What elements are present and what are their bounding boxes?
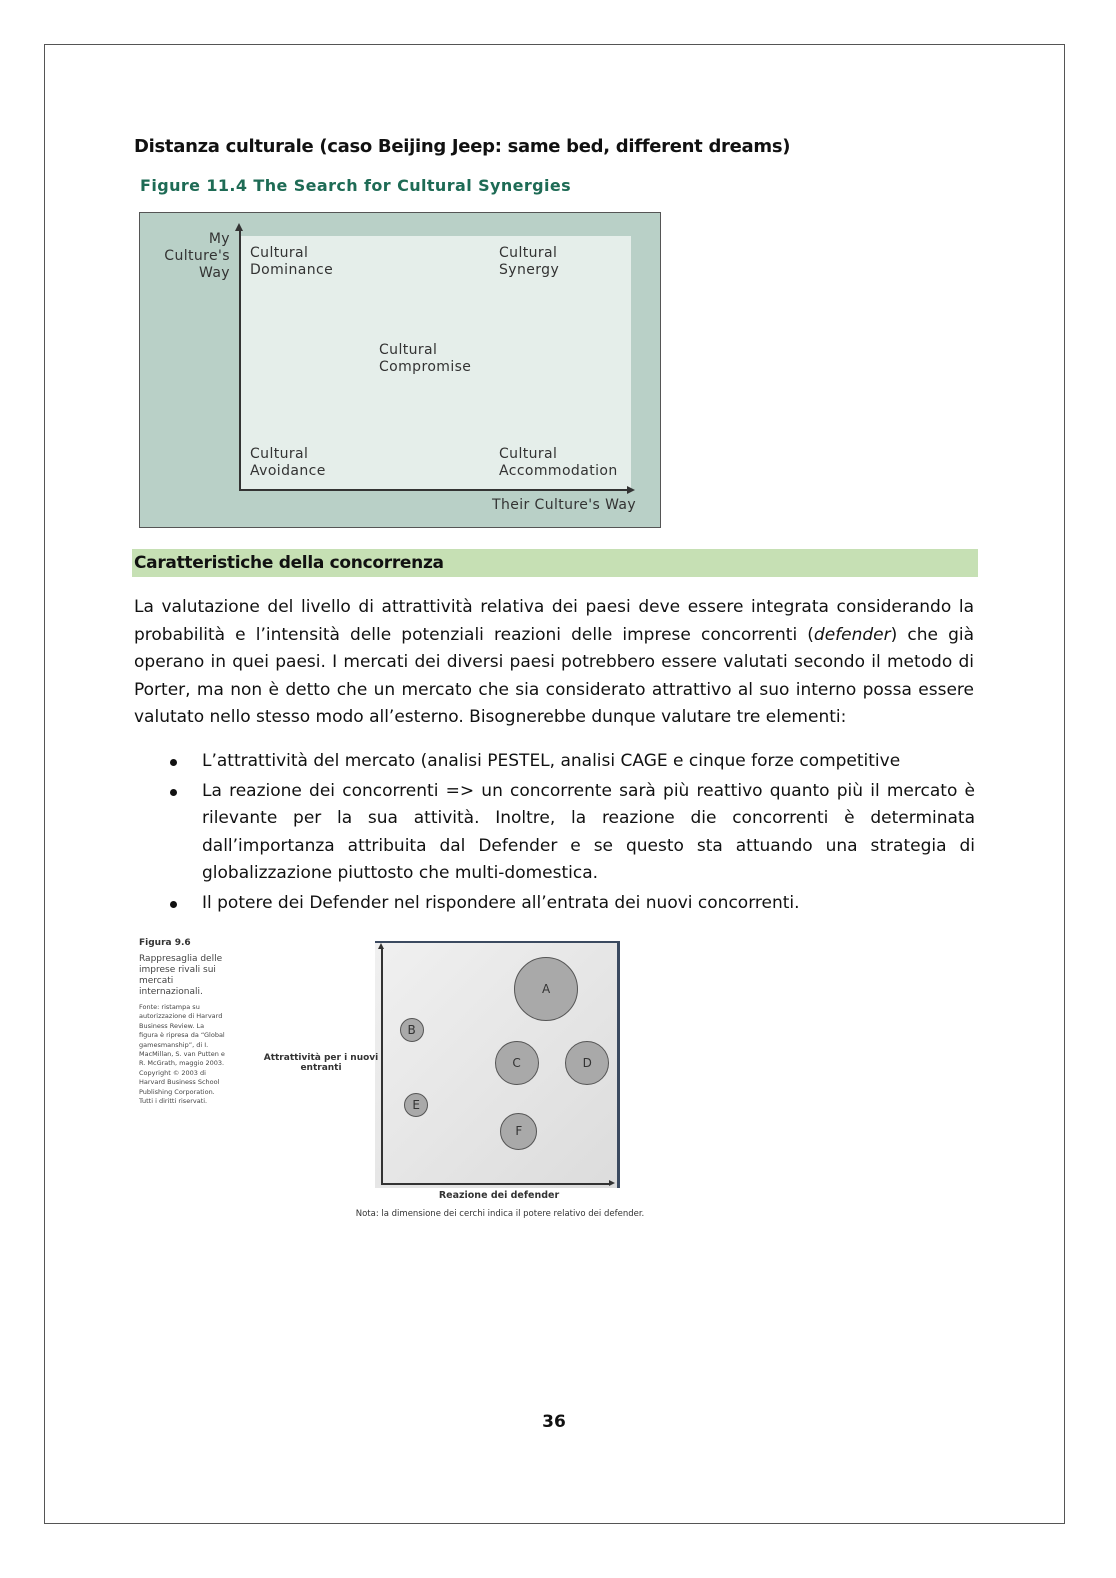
section-paragraph <box>134 594 974 732</box>
figure-9-6-caption-credit: Fonte: ristampa su autorizzazione di Harvard Business Review. La figura è ripresa da “Global gamesmanship”, di I. MacMillan, S. van Putten e R. McGrath, maggio 2003. Copyright © 2003 di Harvard Business School Publishing Corporation. Tutti i diritti riservati. <box>139 1003 225 1106</box>
section-title: Caratteristiche della concorrenza <box>134 553 444 573</box>
x-axis-line <box>239 489 629 491</box>
plot-x-axis <box>381 1183 610 1185</box>
bubble-c: C <box>495 1041 539 1085</box>
y-axis-line <box>239 229 241 490</box>
bubble-b: B <box>400 1018 424 1042</box>
list-item-text: La reazione dei concorrenti => un concorrente sarà più reattivo quanto più il mercato è rilevante per la sua attività. Inoltre, la reazione die concorrenti è determinata dall’importanza attribuita dal Defender e se questo sta attuando una strategia di globalizzazione piuttosto che multi-domestica. <box>202 780 975 883</box>
plot-x-axis-label: Reazione dei defender <box>438 1190 560 1201</box>
figure-9-6-caption-description: Rappresaglia delle imprese rivali sui mercati internazionali. <box>139 954 223 997</box>
plot-note: Nota: la dimensione dei cerchi indica il potere relativo dei defender. <box>355 1209 645 1219</box>
quadrant-cultural-synergy: Cultural Synergy <box>499 245 560 278</box>
y-axis-label: My Culture's Way <box>164 231 230 281</box>
paragraph-emphasis: defender <box>813 624 891 645</box>
plot-x-arrow-icon <box>609 1180 615 1186</box>
paragraph-text-part2: ) che già operano in quei paesi. I mercati dei diversi paesi potrebbero essere valutati secondo il metodo di Porter, ma non è detto che un mercato che sia considerato attrattivo al suo interno possa essere valutato nello stesso modo all’esterno. Bisognerebbe dunque valutare tre elementi: <box>134 624 974 727</box>
plot-y-axis-label: Attrattività per i nuovi entranti <box>263 1053 379 1073</box>
cultural-synergies-figure <box>139 212 661 528</box>
list-item-text: Il potere dei Defender nel rispondere all’entrata dei nuovi concorrenti. <box>202 892 800 913</box>
plot-y-arrow-icon <box>378 943 384 949</box>
bullet-icon <box>170 789 177 796</box>
page-number: 36 <box>542 1412 566 1432</box>
paragraph-text-part1: La valutazione del livello di attrattività relativa dei paesi deve essere integrata considerando la probabilità e l’intensità delle potenziali reazioni delle imprese concorrenti ( <box>134 597 974 645</box>
list-item <box>160 778 975 888</box>
list-item-text: L’attrattività del mercato (analisi PESTEL, analisi CAGE e cinque forze competitive <box>202 751 901 771</box>
bubble-d: D <box>565 1041 609 1085</box>
heading-distanza-culturale: Distanza culturale (caso Beijing Jeep: same bed, different dreams) <box>134 136 791 157</box>
bubble-e: E <box>404 1093 428 1117</box>
y-axis-arrow-icon <box>235 223 243 231</box>
quadrant-cultural-compromise: Cultural Compromise <box>379 342 472 375</box>
bullet-list <box>160 748 975 919</box>
list-item <box>160 748 975 776</box>
figure-11-4-title: Figure 11.4 The Search for Cultural Synergies <box>140 176 572 195</box>
bubble-a: A <box>514 957 578 1021</box>
x-axis-label: Their Culture's Way <box>492 497 637 513</box>
list-item <box>160 890 975 918</box>
plot-y-axis <box>381 948 383 1184</box>
bullet-icon <box>170 901 177 908</box>
bubble-f: F <box>500 1113 537 1150</box>
figure-9-6-caption-title: Figura 9.6 <box>139 938 191 948</box>
quadrant-cultural-accommodation: Cultural Accommodation <box>499 446 618 479</box>
quadrant-cultural-avoidance: Cultural Avoidance <box>250 446 326 479</box>
bullet-icon <box>170 759 177 766</box>
x-axis-arrow-icon <box>627 486 635 494</box>
quadrant-cultural-dominance: Cultural Dominance <box>250 245 334 278</box>
